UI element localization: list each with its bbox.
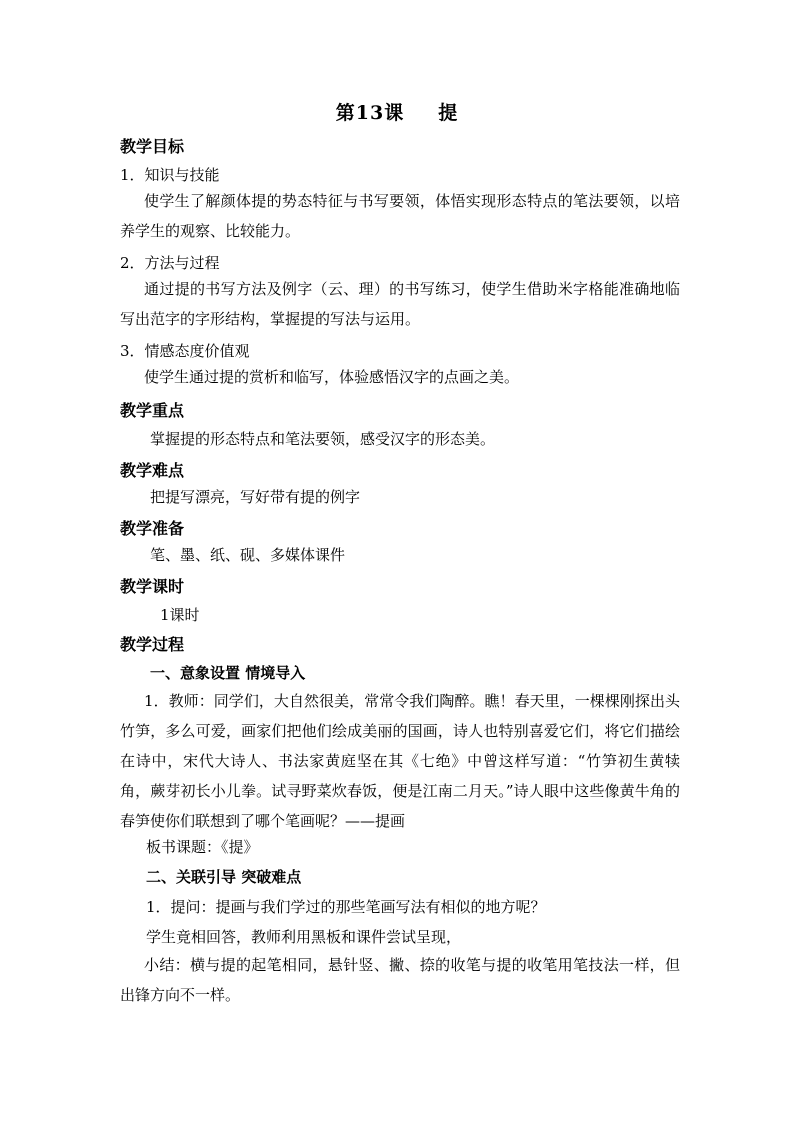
- objective-1-text: 使学生了解颜体提的势态特征与书写要领，体悟实现形态特点的笔法要领，以培养学生的观察、比较能力。: [120, 192, 680, 240]
- part2-paragraph-2: 学生竟相回答，教师利用黑板和课件尝试呈现，: [146, 928, 462, 946]
- objective-1-label: 1．知识与技能: [120, 166, 220, 184]
- objective-2-label: 2．方法与过程: [120, 254, 220, 272]
- part2-title: 二、关联引导 突破难点: [146, 868, 302, 886]
- part2-paragraph-1: 1．提问：提画与我们学过的那些笔画写法有相似的地方呢？: [146, 898, 546, 916]
- part1-title: 一、意象设置 情境导入: [150, 664, 306, 682]
- process-heading: 教学过程: [120, 635, 185, 654]
- part1-paragraph: 1．教师：同学们，大自然很美，常常令我们陶醉。瞧！春天里，一棵棵刚探出头竹笋，多么可爱，画家们把他们绘成美丽的国画，诗人也特别喜爱它们，将它们描绘在诗中，宋代大诗人、书法家黄庭坚在其《七绝》中曾这样写道：“竹笋初生黄犊角，蕨芽初长小儿拳。试寻野菜炊春饭，便是江南二月天。”诗人眼中这些像黄牛角的春笋使你们联想到了哪个笔画呢？——提画: [120, 692, 680, 830]
- preparation-heading: 教学准备: [120, 519, 185, 538]
- lesson-topic: 提: [438, 102, 459, 124]
- key-points-heading: 教学重点: [120, 401, 185, 420]
- hours-heading: 教学课时: [120, 577, 185, 596]
- objective-3-label: 3．情感态度价值观: [120, 342, 250, 360]
- objectives-heading: 教学目标: [120, 137, 185, 156]
- objective-3-text: 使学生通过提的赏析和临写，体验感悟汉字的点画之美。: [144, 368, 520, 386]
- difficulties-heading: 教学难点: [120, 461, 185, 480]
- part1-board: 板书课题：《提》: [146, 838, 259, 856]
- preparation-text: 笔、墨、纸、砚、多媒体课件: [150, 546, 346, 564]
- difficulties-text: 把提写漂亮，写好带有提的例字: [150, 488, 361, 506]
- part2-summary: 小结：横与提的起笔相同，悬针竖、撇、捺的收笔与提的收笔用笔技法一样，但出锋方向不一样。: [120, 956, 680, 1004]
- hours-text: 1课时: [160, 606, 200, 624]
- objective-2-text: 通过提的书写方法及例字（云、理）的书写练习，使学生借助米字格能准确地临写出范字的字形结构，掌握提的写法与运用。: [120, 280, 680, 328]
- key-points-text: 掌握提的形态特点和笔法要领，感受汉字的形态美。: [150, 430, 496, 448]
- page-title: [0, 98, 794, 125]
- lesson-number: 第13课: [335, 102, 405, 124]
